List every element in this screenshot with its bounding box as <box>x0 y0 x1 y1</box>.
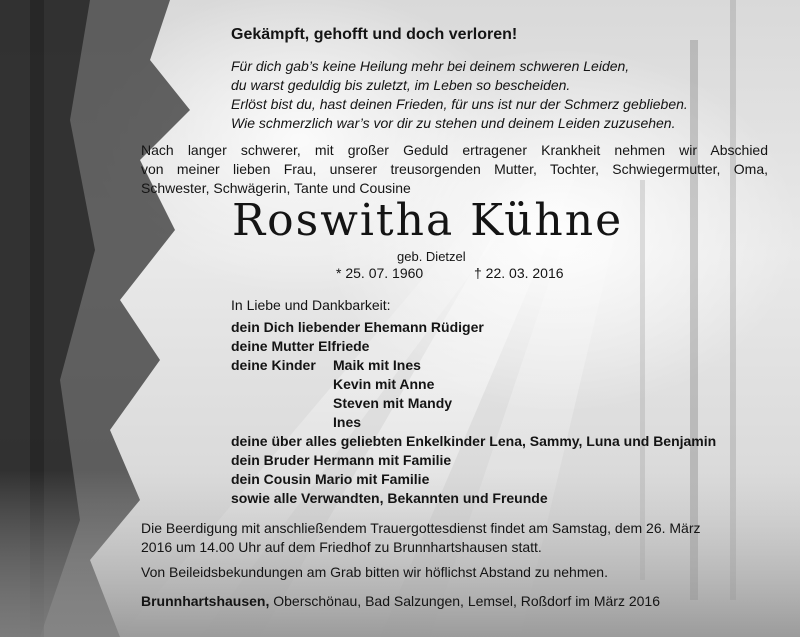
mourner-line: dein Cousin Mario mit Familie <box>231 471 430 487</box>
maiden-name: geb. Dietzel <box>397 249 466 264</box>
mourner-line: deine über alles geliebten Enkelkinder Lena, Sammy, Luna und Benjamin <box>231 433 717 449</box>
mourner-line: deine Kinder <box>231 357 316 373</box>
child-line: Ines <box>333 414 362 430</box>
deceased-name: Roswitha Kühne <box>232 195 624 246</box>
headline: Gekämpft, gehofft und doch verloren! <box>231 26 518 43</box>
intro-line: von meiner lieben Frau, unserer treusorgenden Mutter, Tochter, Schwiegermutter, Oma, <box>141 161 768 177</box>
poem-line: du warst geduldig bis zuletzt, im Leben so bescheiden. <box>231 77 571 93</box>
intro-line: Nach langer schwerer, mit großer Geduld ertragener Krankheit nehmen wir Abschied <box>141 142 768 158</box>
poem-line: Erlöst bist du, hast deinen Frieden, für uns ist nur der Schmerz geblieben. <box>231 96 688 112</box>
birth-date: * 25. 07. 1960 <box>336 265 424 281</box>
poem-line: Wie schmerzlich war’s vor dir zu stehen und deinem Leiden zuzusehen. <box>231 115 676 131</box>
intro-line: Schwester, Schwägerin, Tante und Cousine <box>141 180 411 196</box>
child-line: Maik mit Ines <box>333 357 421 373</box>
death-date: † 22. 03. 2016 <box>474 265 564 281</box>
mourner-line: dein Dich liebender Ehemann Rüdiger <box>231 319 484 335</box>
mourners-intro: In Liebe und Dankbarkeit: <box>231 297 391 313</box>
mourner-line: sowie alle Verwandten, Bekannten und Freunde <box>231 490 548 506</box>
condolence-note: Von Beileidsbekundungen am Grab bitten wir höflichst Abstand zu nehmen. <box>141 564 608 580</box>
poem-line: Für dich gab’s keine Heilung mehr bei deinem schweren Leiden, <box>231 58 630 74</box>
place-bold: Brunnhartshausen, <box>141 593 270 609</box>
child-line: Steven mit Mandy <box>333 395 453 411</box>
intro-paragraph <box>141 141 768 198</box>
mourner-line: dein Bruder Hermann mit Familie <box>231 452 452 468</box>
funeral-info-line: Die Beerdigung mit anschließendem Trauergottesdienst findet am Samstag, dem 26. März <box>141 520 701 536</box>
funeral-info-line: 2016 um 14.00 Uhr auf dem Friedhof zu Brunnhartshausen statt. <box>141 539 542 555</box>
places-and-date <box>141 593 660 609</box>
places-rest: Oberschönau, Bad Salzungen, Lemsel, Roßdorf im März 2016 <box>269 593 661 609</box>
child-line: Kevin mit Anne <box>333 376 435 392</box>
mourner-line: deine Mutter Elfriede <box>231 338 370 354</box>
